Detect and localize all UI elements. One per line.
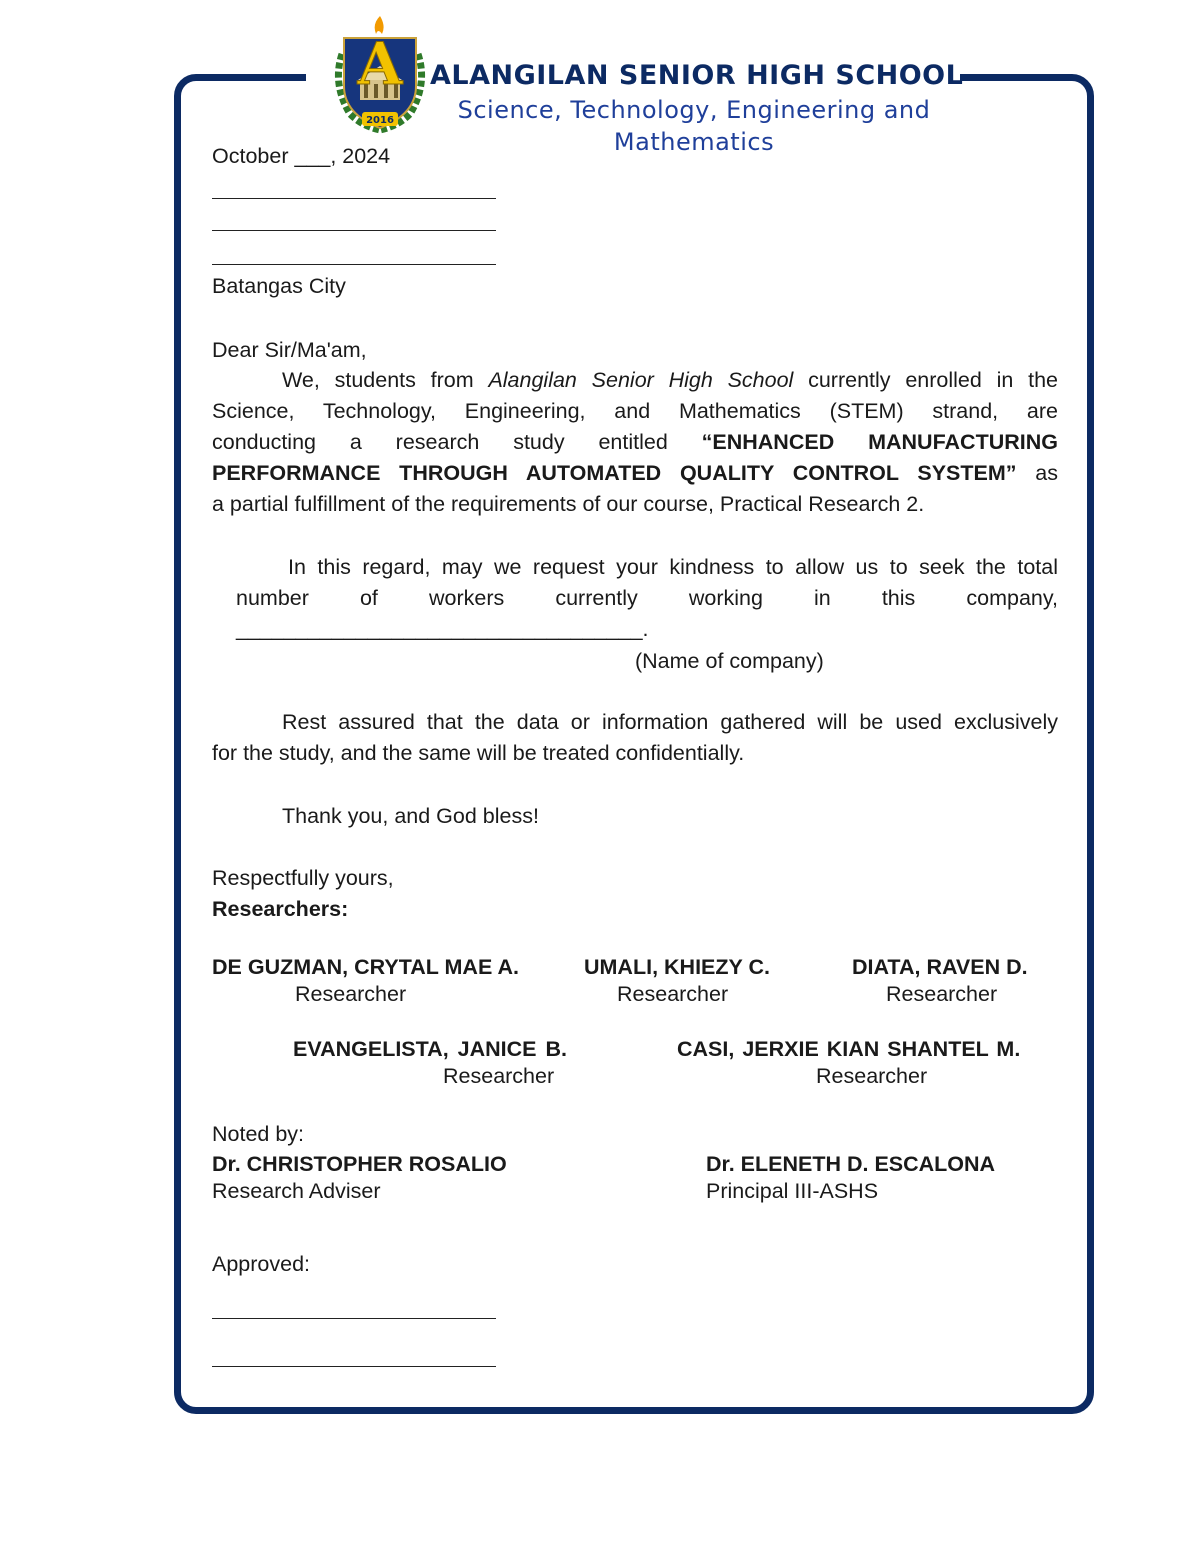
researcher-2-name: UMALI, KHIEZY C.	[584, 955, 770, 979]
study-title: “ENHANCED MANUFACTURING	[701, 430, 1058, 454]
letter-date: October ___, 2024	[212, 144, 391, 168]
recipient-city: Batangas City	[212, 274, 346, 298]
researcher-3-role: Researcher	[886, 982, 998, 1006]
adviser-name: Dr. CHRISTOPHER ROSALIO	[212, 1152, 507, 1176]
approved-label: Approved:	[212, 1252, 311, 1276]
school-name: ALANGILAN SENIOR HIGH SCHOOL	[430, 60, 964, 91]
researcher-1-name: DE GUZMAN, CRYTAL MAE A.	[212, 955, 519, 979]
paragraph-2: In this regard, may we request your kindness to allow us to seek the total number of workers currently working in this company, __________________________________.	[236, 552, 1058, 645]
researcher-3-name: DIATA, RAVEN D.	[852, 955, 1028, 979]
study-title-cont: PERFORMANCE THROUGH AUTOMATED QUALITY CONTROL SYSTEM”	[212, 461, 1017, 485]
researcher-2-role: Researcher	[617, 982, 729, 1006]
researcher-5-name: CASI, JERXIE KIAN SHANTEL M.	[677, 1037, 1021, 1061]
approver-title-line	[212, 1366, 496, 1367]
researcher-4-name: EVANGELISTA, JANICE B.	[293, 1037, 567, 1061]
school-logo	[328, 14, 432, 136]
program-line-2: Mathematics	[613, 128, 775, 156]
program-name	[432, 94, 956, 158]
researcher-1-role: Researcher	[295, 982, 407, 1006]
company-name-blank: __________________________________.	[236, 617, 649, 641]
principal-role: Principal III-ASHS	[706, 1179, 879, 1203]
researchers-label: Researchers:	[212, 897, 349, 921]
researcher-4-role: Researcher	[443, 1064, 555, 1088]
logo-year: 2016	[366, 115, 394, 126]
closing: Respectfully yours,	[212, 866, 394, 890]
recipient-company-line	[212, 264, 496, 265]
recipient-name-line	[212, 198, 496, 199]
company-name-label: (Name of company)	[635, 649, 824, 673]
salutation: Dear Sir/Ma'am,	[212, 338, 367, 362]
logo-letter: A	[357, 30, 403, 98]
paragraph-3: Rest assured that the data or information gathered will be used exclusively for the study, and the same will be treated confidentially.	[212, 710, 1058, 765]
recipient-position-line	[212, 230, 496, 231]
thanks-line: Thank you, and God bless!	[282, 804, 539, 828]
adviser-role: Research Adviser	[212, 1179, 381, 1203]
paragraph-1: We, students from Alangilan Senior High School currently enrolled in the Science, Technology, Engineering, and Mathematics (STEM) strand, are conducting a research study entitled “ENHANCED MANUFACTURING PERFORMANCE THROUGH AUTOMATED QUALITY CONTROL SYSTEM” as a partial fulfillment of the requirements of our course, Practical Research 2.	[212, 368, 1058, 516]
principal-name: Dr. ELENETH D. ESCALONA	[706, 1152, 996, 1176]
program-line-1: Science, Technology, Engineering and	[457, 96, 931, 124]
approver-signature-line	[212, 1318, 496, 1319]
researcher-5-role: Researcher	[816, 1064, 928, 1088]
noted-by-label: Noted by:	[212, 1122, 305, 1146]
